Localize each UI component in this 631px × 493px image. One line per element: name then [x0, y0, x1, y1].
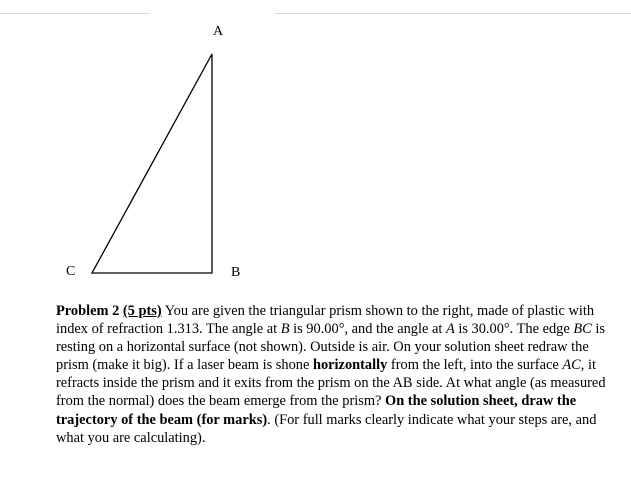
var-b: B	[280, 321, 290, 338]
vertex-label-a: A	[213, 24, 224, 39]
problem-statement	[56, 302, 616, 447]
var-bc: BC	[573, 321, 592, 338]
vertex-label-b: B	[231, 265, 241, 280]
problem-text-7: . (For full marks clearly indicate what your steps are, and what you are calculating).	[56, 411, 597, 446]
var-a: A	[445, 321, 455, 338]
problem-text-3: is 30.00°. The edge	[454, 321, 574, 338]
problem-text-6: , it refracts inside the prism and it exits from the prism on the AB side. At what angle (as measured from the normal) does the beam emerge from the prism?	[56, 357, 606, 410]
problem-heading	[56, 303, 162, 319]
emphasis-draw-trajectory: On the solution sheet, draw the trajectory of the beam (for marks)	[56, 393, 577, 428]
problem-text-4: is resting on a horizontal surface (not shown). Outside is air. On your solution sheet redraw the prism (make it big). If a laser beam is shone	[56, 321, 605, 374]
problem-text-2: is 90.00°, and the angle at	[289, 321, 446, 338]
emphasis-horizontally: horizontally	[312, 357, 388, 374]
vertex-label-c: C	[66, 264, 76, 279]
var-ac: AC	[562, 357, 581, 374]
prism-triangle	[92, 54, 212, 273]
problem-points: (5 pts)	[122, 303, 162, 319]
problem-text-5: from the left, into the surface	[387, 357, 563, 374]
problem-text-1: You are given the triangular prism shown to the right, made of plastic with index of refraction 1.313. The angle at	[56, 303, 595, 338]
problem-heading-prefix: Problem 2	[56, 303, 123, 319]
